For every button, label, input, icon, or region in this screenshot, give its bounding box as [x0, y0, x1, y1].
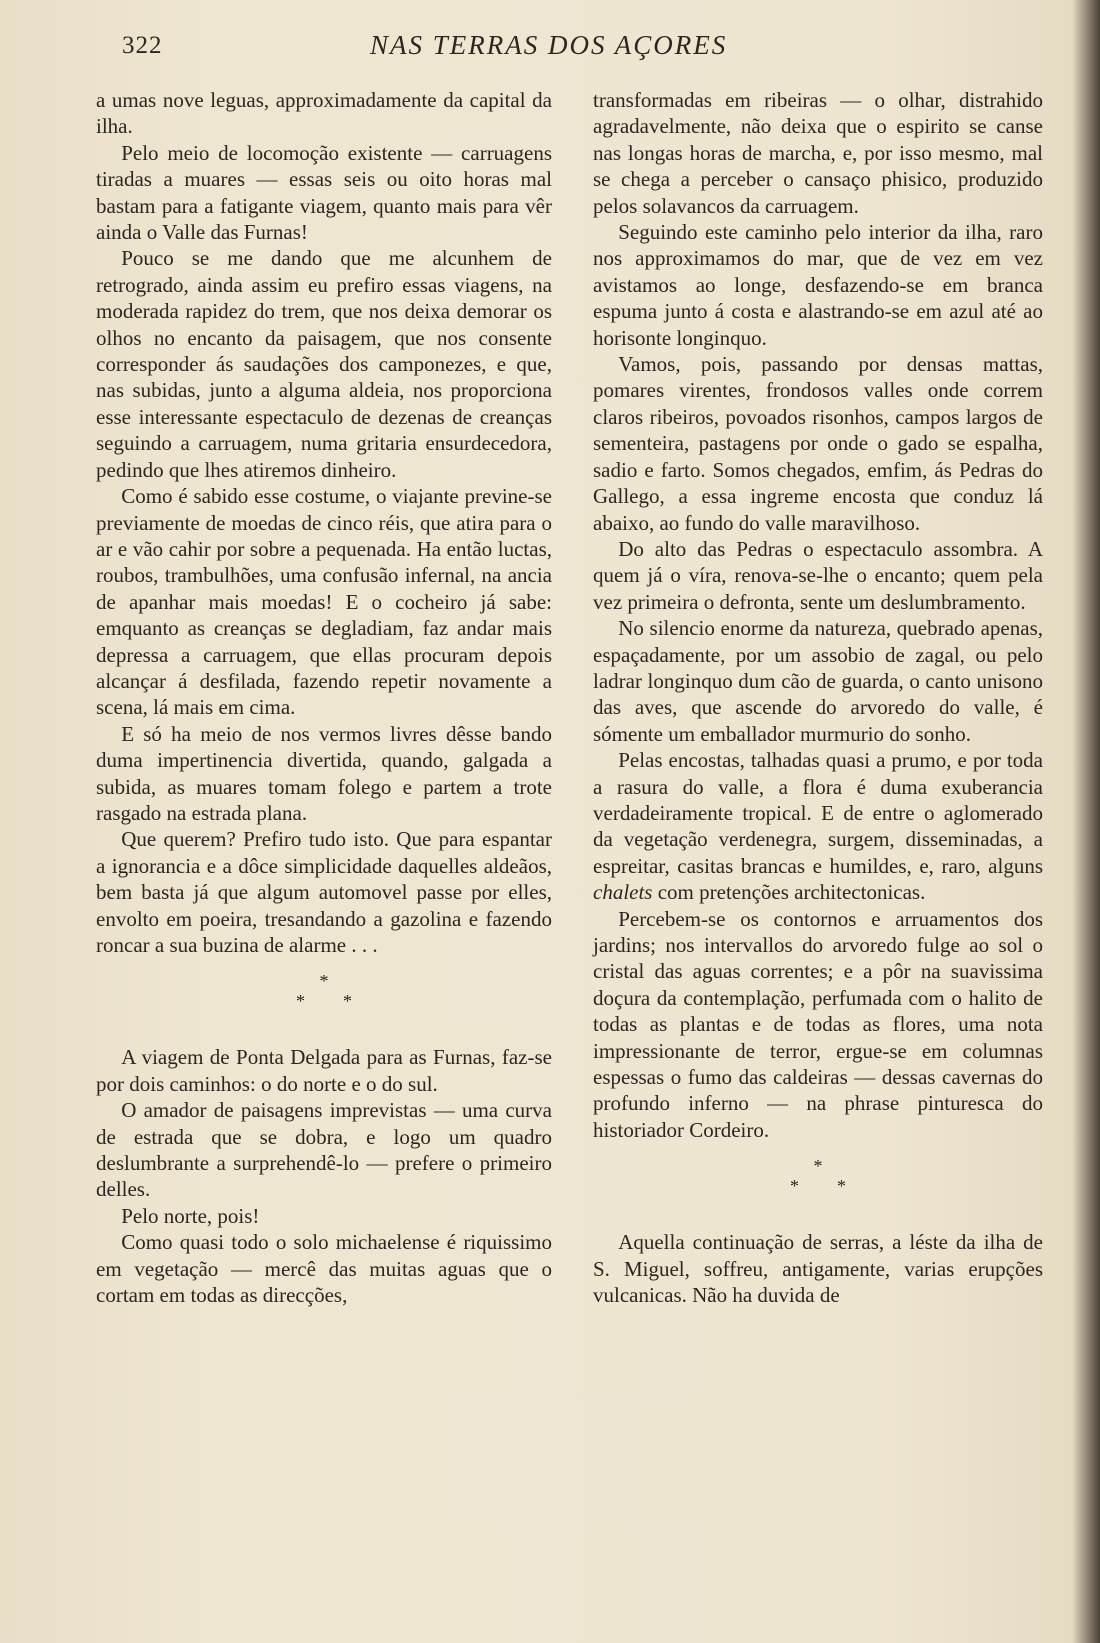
paragraph: O amador de paisagens imprevistas — uma curva de estrada que se dobra, e logo um quadro deslumbrante a surprehendê-lo — prefere o primeiro delles. — [96, 1098, 552, 1202]
paragraph: a umas nove leguas, approximadamente da capital da ilha. — [96, 88, 552, 139]
left-column — [96, 87, 552, 1308]
paragraph: transformadas em ribeiras — o olhar, distrahido agradavelmente, não deixa que o espirito se canse nas longas horas de marcha, e, por isso mesmo, mal se chega a perceber o cansaço phisico, produzido pelos solavancos da carruagem. — [593, 88, 1043, 218]
paragraph: E só ha meio de nos vermos livres dêsse bando duma impertinencia divertida, quando, galgada a subida, as muares tomam folego e partem a trote rasgado na estrada plana. — [96, 721, 552, 825]
paragraph: Vamos, pois, passando por densas mattas, pomares virentes, frondosos valles onde correm claros ribeiros, povoados risonhos, campos largos de sementeira, pastagens por onde o gado se espalha, sadio e farto. Somos chegados, emfim, ás Pedras do Gallego, a essa ingreme encosta que conduz lá abaixo, ao fundo do valle maravilhoso. — [593, 352, 1043, 535]
running-head: NAS TERRAS DOS AÇORES — [370, 30, 728, 60]
paragraph: Que querem? Prefiro tudo isto. Que para espantar a ignorancia e a dôce simplicidade daquelles aldeãos, bem basta já que algum automovel passe por elles, envolto em poeira, tresandando a gazolina e fazendo roncar a sua buzina de alarme . . . — [96, 827, 552, 957]
paragraph-with-italic — [593, 747, 1043, 905]
paragraph: A viagem de Ponta Delgada para as Furnas, faz-se por dois caminhos: o do norte e o do sul. — [96, 1045, 552, 1096]
paragraph-text: com pretenções architectonicas. — [657, 880, 926, 905]
paragraph: Pelo meio de locomoção existente — carruagens tiradas a muares — essas seis ou oito horas mal bastam para a fatigante viagem, quanto mais para vêr ainda o Valle das Furnas! — [96, 140, 552, 245]
paragraph: Seguindo este caminho pelo interior da ilha, raro nos approximamos do mar, que de vez em vez avistamos ao longe, desfazendo-se em branca espuma junto á costa e alastrando-se em azul até ao horisonte longinquo. — [593, 220, 1043, 350]
paragraph: Como quasi todo o solo michaelense é riquissimo em vegetação — mercê das muitas aguas que o cortam em todas as direcções, — [96, 1230, 552, 1308]
paragraph: Pelo norte, pois! — [121, 1203, 260, 1228]
section-break-asterism — [96, 958, 552, 1044]
asterism-star: * — [813, 1156, 823, 1177]
paragraph: Aquella continuação de serras, a léste da ilha de S. Miguel, soffreu, antigamente, varias erupções vulcanicas. Não ha duvida de — [593, 1230, 1043, 1308]
right-column — [593, 87, 1043, 1308]
paragraph: Percebem-se os contornos e arruamentos dos jardins; nos intervallos do arvoredo fulge ao sol o cristal das aguas correntes; e a pôr na suavissima doçura da contemplação, perfumada com o halito de todas as plantas e de todas as flores, uma nota impressionante de terror, ergue-se em columnas espessas o fumo das caldeiras — dessas cavernas do profundo inferno — na phrase pinturesca do historiador Cordeiro. — [593, 906, 1043, 1142]
paragraph: Do alto das Pedras o espectaculo assombra. A quem já o víra, renova-se-lhe o encanto; quem pela vez primeira o defronta, sente um deslumbramento. — [593, 536, 1043, 614]
paragraph: No silencio enorme da natureza, quebrado apenas, espaçadamente, por um assobio de zagal, ou pelo ladrar longinquo dum cão de guarda, o canto unisono das aves, que ascende do arvoredo do valle, é sómente um emballador murmurio do sonho. — [593, 616, 1043, 746]
asterism-stars-pair: ** — [296, 991, 390, 1012]
paragraph-text: Pelas encostas, talhadas quasi a prumo, e por toda a rasura do valle, a flora é duma exuberancia verdadeiramente tropical. E de entre o aglomerado da vegetação verdenegra, surgem, disseminadas, a espreitar, casitas brancas e humildes, e, raro, alguns — [593, 748, 1043, 878]
page-edge-shadow — [1072, 0, 1100, 1643]
page-header — [100, 28, 1040, 68]
section-break-asterism — [593, 1143, 1043, 1229]
italic-word: chalets — [593, 880, 653, 905]
asterism-stars-pair: ** — [790, 1176, 884, 1197]
page-number: 322 — [122, 32, 163, 59]
paragraph: Pouco se me dando que me alcunhem de retrogrado, ainda assim eu prefiro essas viagens, na moderada rapidez do trem, que nos deixa demorar os olhos no encanto da paisagem, que nos consente corresponder ás saudações dos camponezes, e que, nas subidas, junto a alguma aldeia, nos proporciona esse interessante espectaculo de dezenas de creanças seguindo a carruagem, numa gritaria ensurdecedora, pedindo que lhes atiremos dinheiro. — [96, 246, 552, 482]
paragraph: Como é sabido esse costume, o viajante previne-se previamente de moedas de cinco réis, que atira para o ar e vão cahir por sobre a pequenada. Ha então luctas, roubos, trambulhões, uma confusão infernal, na ancia de apanhar mais moedas! E o cocheiro já sabe: emquanto as creanças se degladiam, faz andar mais depressa a carruagem, que ellas procuram depois alcançar á desfilada, fazendo repetir novamente a scena, lá mais em cima. — [96, 484, 552, 720]
asterism-star: * — [319, 971, 329, 992]
